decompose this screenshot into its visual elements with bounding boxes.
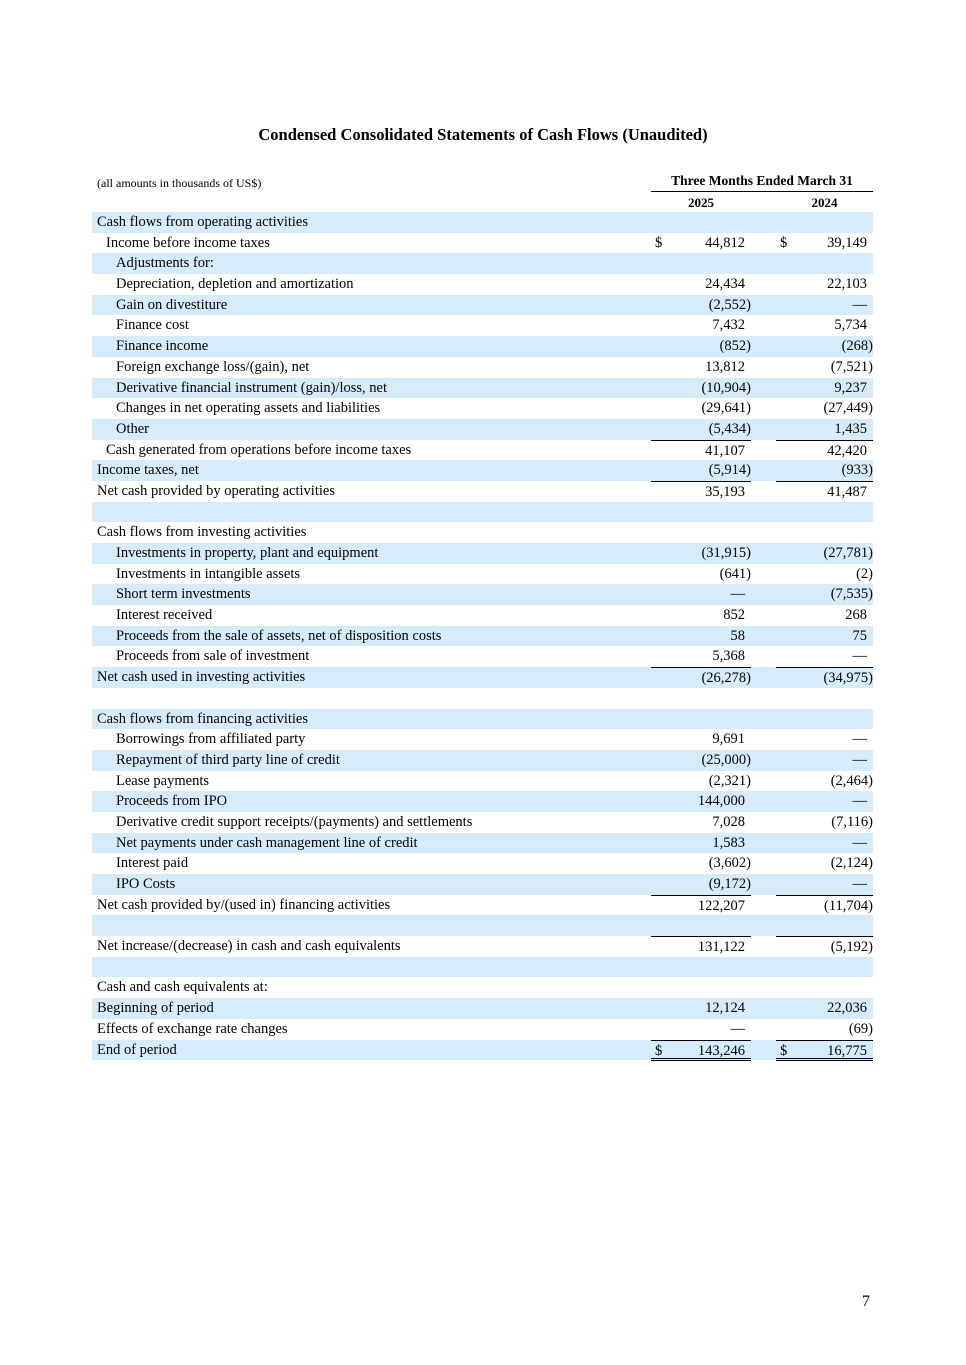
row-label: Cash flows from financing activities (97, 710, 309, 727)
value-2025-cell (651, 315, 751, 335)
value-2025-cell (651, 688, 751, 708)
value-2024-cell (776, 833, 873, 853)
value: (2,552) (708, 296, 751, 313)
table-row (92, 998, 873, 1019)
statement-title: Condensed Consolidated Statements of Cash Flows (Unaudited) (258, 125, 708, 144)
table-row (92, 378, 873, 399)
value-2024-cell (776, 646, 873, 666)
value-2024-cell (776, 522, 873, 542)
value-2024-cell (776, 605, 873, 625)
table-row (92, 398, 873, 419)
value-2025-cell (651, 295, 751, 315)
table-row (92, 460, 873, 481)
value-2024-cell (776, 1019, 873, 1039)
value: 41,487 (827, 483, 867, 500)
value: 39,149 (827, 234, 867, 251)
value-2025-cell (651, 874, 751, 894)
value-2025-cell (651, 998, 751, 1018)
value-2024-cell (776, 977, 873, 997)
value-2025-cell (651, 626, 751, 646)
value-2025-cell (651, 1040, 751, 1061)
value-2025-cell (651, 915, 751, 935)
value-2025-cell (651, 646, 751, 666)
value: 35,193 (705, 483, 745, 500)
value-2024-cell (776, 853, 873, 873)
value: (933) (841, 462, 873, 479)
value-2025-cell (651, 481, 751, 502)
table-row (92, 729, 873, 750)
value-2025-cell (651, 977, 751, 997)
value-2025-cell (651, 378, 751, 398)
value: (11,704) (824, 897, 873, 914)
cash-flow-table (92, 212, 873, 1060)
value: (5,192) (830, 939, 873, 956)
value: (69) (848, 1020, 873, 1037)
value-2024-cell (776, 771, 873, 791)
value-2024-cell (776, 584, 873, 604)
value-2024-cell (776, 274, 873, 294)
row-label: Investments in intangible assets (116, 565, 301, 582)
table-row (92, 605, 873, 626)
table-row (92, 709, 873, 730)
value: 22,036 (827, 1000, 867, 1017)
table-row (92, 564, 873, 585)
table-row (92, 522, 873, 543)
value-2025-cell (651, 605, 751, 625)
value: (9,172) (708, 876, 751, 892)
value-2024-cell (776, 957, 873, 977)
year-column-header: 2025 (651, 195, 751, 214)
row-label: Investments in property, plant and equipment (116, 545, 379, 561)
table-row (92, 646, 873, 667)
value-2024-cell (776, 936, 873, 957)
value-2025-cell (651, 833, 751, 853)
value-2025-cell (651, 522, 751, 542)
value-2025-cell (651, 336, 751, 356)
value-2024-cell (776, 709, 873, 729)
value: 13,812 (705, 358, 745, 375)
value-2024-cell (776, 336, 873, 356)
table-row (92, 895, 873, 916)
table-row (92, 253, 873, 274)
value-2024-cell (776, 729, 873, 749)
value-2024-cell (776, 874, 873, 894)
table-row (92, 274, 873, 295)
value: 9,691 (712, 731, 745, 748)
value: 852 (723, 607, 745, 624)
value: (3,602) (708, 855, 751, 872)
value-2025-cell (651, 502, 751, 522)
value-2025-cell (651, 460, 751, 480)
value-2025-cell (651, 750, 751, 770)
value: 75 (852, 627, 867, 644)
row-label: Income before income taxes (106, 234, 270, 251)
value-2025-cell (651, 564, 751, 584)
value-2024-cell (776, 812, 873, 832)
value-2025-cell (651, 709, 751, 729)
table-row (92, 212, 873, 233)
value-2025-cell (651, 419, 751, 439)
value-2025-cell (651, 667, 751, 688)
value-2024-cell (776, 688, 873, 708)
value: (7,521) (830, 358, 873, 375)
value: 41,107 (705, 442, 745, 459)
value: — (852, 731, 867, 748)
value-2025-cell (651, 936, 751, 957)
value: 22,103 (827, 276, 867, 293)
value-2024-cell (776, 440, 873, 461)
row-label: Net payments under cash management line of credit (116, 834, 418, 851)
value: (25,000) (701, 751, 751, 768)
value: (27,781) (823, 545, 873, 561)
row-label: Net cash provided by operating activities (97, 482, 335, 499)
value: 131,122 (697, 939, 745, 956)
row-label: Net cash provided by/(used in) financing activities (97, 896, 391, 913)
value: 143,246 (697, 1042, 745, 1059)
value: 5,734 (834, 317, 867, 334)
row-label: Income taxes, net (97, 462, 199, 479)
value: — (852, 834, 867, 851)
row-label: Short term investments (116, 586, 251, 603)
value-2025-cell (651, 729, 751, 749)
row-label: Repayment of third party line of credit (116, 751, 340, 768)
value: (31,915) (701, 545, 751, 561)
currency-symbol: $ (780, 234, 788, 251)
value: 12,124 (705, 1000, 745, 1017)
value: 44,812 (705, 234, 745, 251)
table-row (92, 667, 873, 688)
row-label: Changes in net operating assets and liabilities (116, 400, 381, 417)
value-2024-cell (776, 915, 873, 935)
value-2024-cell (776, 502, 873, 522)
table-row (92, 584, 873, 605)
table-row (92, 543, 873, 564)
row-label: Net increase/(decrease) in cash and cash equivalents (97, 938, 401, 955)
value: 5,368 (712, 648, 745, 665)
row-label: Lease payments (116, 772, 210, 789)
value-2024-cell (776, 1040, 873, 1061)
value: 1,583 (712, 834, 745, 851)
value-2025-cell (651, 957, 751, 977)
row-label: IPO Costs (116, 876, 176, 892)
value: (852) (719, 338, 751, 355)
row-label: Borrowings from affiliated party (116, 731, 306, 748)
page-number: 7 (862, 1293, 870, 1310)
value: — (730, 1020, 745, 1037)
table-row (92, 977, 873, 998)
table-row (92, 1040, 873, 1061)
row-label: Net cash used in investing activities (97, 669, 306, 686)
value: (2,124) (830, 855, 873, 872)
value: — (852, 296, 867, 313)
value: (268) (841, 338, 873, 355)
value-2025-cell (651, 812, 751, 832)
value-2024-cell (776, 295, 873, 315)
row-label: Proceeds from the sale of assets, net of disposition costs (116, 627, 442, 644)
row-label: Finance cost (116, 317, 189, 334)
currency-symbol: $ (655, 1042, 663, 1059)
table-row (92, 915, 873, 936)
value: (27,449) (823, 400, 873, 417)
value-2024-cell (776, 626, 873, 646)
value-2024-cell (776, 315, 873, 335)
table-row (92, 750, 873, 771)
value: — (852, 648, 867, 665)
value: (34,975) (823, 670, 873, 687)
value: 58 (730, 627, 745, 644)
value-2024-cell (776, 667, 873, 688)
row-label: Proceeds from IPO (116, 793, 228, 810)
value: 7,028 (712, 813, 745, 830)
row-label: Derivative credit support receipts/(payments) and settlements (116, 813, 473, 830)
row-label: Foreign exchange loss/(gain), net (116, 358, 310, 375)
value-2025-cell (651, 212, 751, 232)
value: (7,116) (831, 813, 873, 830)
table-row (92, 295, 873, 316)
value-2025-cell (651, 274, 751, 294)
value-2024-cell (776, 481, 873, 502)
value: (641) (719, 565, 751, 582)
period-header: Three Months Ended March 31 (651, 173, 873, 192)
value: — (852, 751, 867, 768)
table-row (92, 1019, 873, 1040)
row-label: Interest paid (116, 855, 189, 872)
row-label: Cash generated from operations before income taxes (106, 441, 412, 458)
row-label: Cash flows from operating activities (97, 214, 309, 230)
value: (2) (856, 565, 873, 582)
value: — (852, 793, 867, 810)
row-label: Effects of exchange rate changes (97, 1020, 288, 1037)
value: (26,278) (701, 670, 751, 687)
value: 7,432 (712, 317, 745, 334)
row-label: Cash and cash equivalents at: (97, 979, 268, 996)
value-2024-cell (776, 357, 873, 377)
value-2024-cell (776, 791, 873, 811)
value: 122,207 (697, 897, 745, 914)
value: (7,535) (830, 586, 873, 603)
table-row (92, 357, 873, 378)
table-row (92, 791, 873, 812)
row-label: Adjustments for: (116, 255, 214, 272)
value: 144,000 (697, 793, 745, 810)
table-row (92, 688, 873, 709)
value-2024-cell (776, 253, 873, 273)
table-row (92, 771, 873, 792)
value-2025-cell (651, 1019, 751, 1039)
table-row (92, 502, 873, 523)
table-row (92, 419, 873, 440)
value-2024-cell (776, 750, 873, 770)
row-label: Cash flows from investing activities (97, 524, 307, 541)
row-label: Gain on divestiture (116, 296, 228, 313)
value-2024-cell (776, 378, 873, 398)
value-2024-cell (776, 419, 873, 439)
value-2025-cell (651, 543, 751, 563)
table-row (92, 233, 873, 254)
table-row (92, 853, 873, 874)
value-2024-cell (776, 398, 873, 418)
row-label: End of period (97, 1041, 177, 1058)
currency-symbol: $ (655, 234, 663, 251)
table-row (92, 315, 873, 336)
value: 24,434 (705, 276, 745, 293)
value-2025-cell (651, 895, 751, 916)
value-2024-cell (776, 564, 873, 584)
currency-symbol: $ (780, 1042, 788, 1059)
value: (2,321) (708, 772, 751, 789)
table-row (92, 874, 873, 895)
value: (5,434) (708, 420, 751, 437)
value-2025-cell (651, 771, 751, 791)
value-2025-cell (651, 853, 751, 873)
value-2024-cell (776, 460, 873, 480)
row-label: Proceeds from sale of investment (116, 648, 310, 665)
table-row (92, 957, 873, 978)
table-row (92, 481, 873, 502)
value: 16,775 (827, 1042, 867, 1059)
row-label: Depreciation, depletion and amortization (116, 276, 354, 293)
value-2024-cell (776, 212, 873, 232)
row-label: Beginning of period (97, 1000, 214, 1017)
table-row (92, 833, 873, 854)
table-row (92, 336, 873, 357)
value: (5,914) (708, 462, 751, 479)
row-label: Interest received (116, 607, 213, 624)
value: — (852, 876, 867, 892)
row-label: Finance income (116, 338, 209, 355)
value: (10,904) (701, 379, 751, 396)
year-column-header: 2024 (776, 195, 873, 214)
value: 1,435 (834, 420, 867, 437)
value-2025-cell (651, 357, 751, 377)
value: (29,641) (701, 400, 751, 417)
value-2025-cell (651, 584, 751, 604)
value-2025-cell (651, 440, 751, 461)
value-2025-cell (651, 791, 751, 811)
row-label: Derivative financial instrument (gain)/loss, net (116, 379, 387, 396)
table-row (92, 626, 873, 647)
value-2024-cell (776, 998, 873, 1018)
value-2025-cell (651, 233, 751, 253)
value: 268 (845, 607, 867, 624)
value-2025-cell (651, 398, 751, 418)
value-2024-cell (776, 233, 873, 253)
row-label: Other (116, 420, 150, 437)
value: — (730, 586, 745, 603)
table-row (92, 936, 873, 957)
value-2024-cell (776, 543, 873, 563)
value-2025-cell (651, 253, 751, 273)
table-row (92, 440, 873, 461)
units-note: (all amounts in thousands of US$) (97, 176, 262, 190)
value: 42,420 (827, 442, 867, 459)
value-2024-cell (776, 895, 873, 916)
value: (2,464) (830, 772, 873, 789)
table-row (92, 812, 873, 833)
value: 9,237 (834, 379, 867, 396)
